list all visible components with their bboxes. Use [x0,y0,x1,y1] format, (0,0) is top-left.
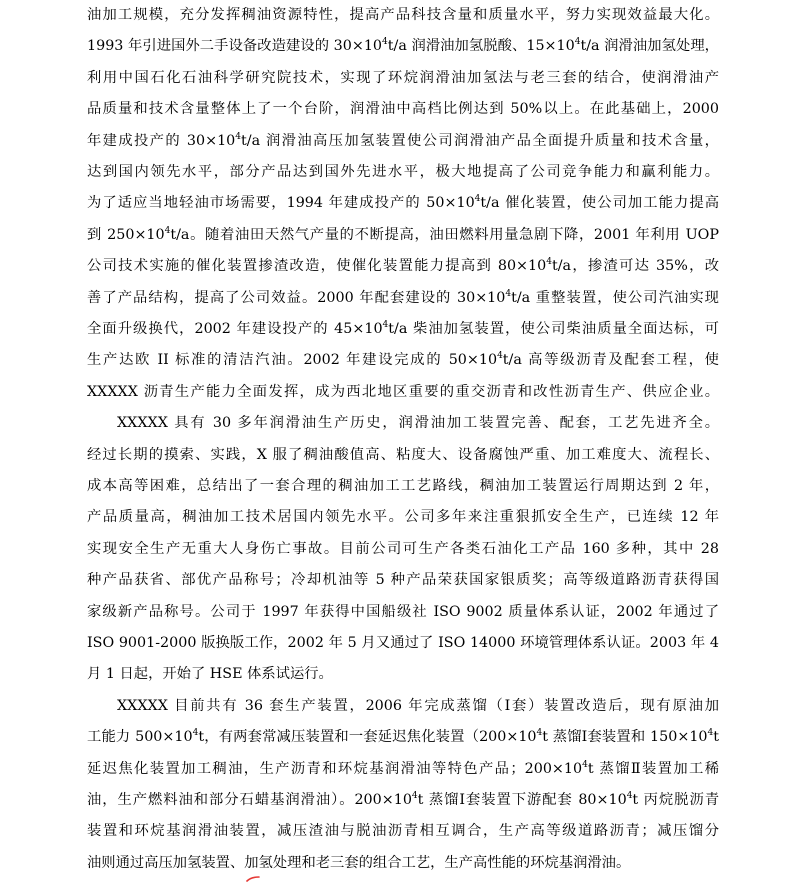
text-run: 工能力 500×10 [87,729,193,746]
text-run: 善了产品结构，提高了公司效益。2000 年配套建设的 30×10 [87,289,506,306]
text-run: 到 250×10 [87,226,165,243]
text-run: 装置和环烷基润滑油装置，减压渣油与脱油沥青相互调合，生产高等级道路沥青；减压馏分 [87,823,719,840]
superscript-exponent: 4 [582,759,588,770]
text-run: 油则通过高压加氢装置、加氢处理和老三套的组合工艺，生产高性能的环烷基润滑油。 [87,854,631,871]
superscript-exponent: 4 [505,288,512,299]
text-line [87,503,719,531]
text-line [87,566,719,594]
text-run: 油加工规模，充分发挥稠油资源特性，提高产品科技含量和质量水平，努力实现效益最大化。 [87,7,719,23]
text-run: XXXXX 目前共有 36 套生产装置，2006 年完成蒸馏（Ⅰ套）装置改造后，现有原油加 [117,697,719,714]
text-run: t 蒸馏Ⅰ套装置和 150×10 [542,729,708,746]
text-line [87,629,719,657]
text-run: t [713,729,719,746]
text-run: t 蒸馏Ⅰ套装置下游配套 80×10 [417,792,627,808]
text-run: t/a 润滑油加氢处理， [580,38,719,55]
text-line [87,127,719,155]
text-run: 月 1 日起，开始了 HSE 体系试运行。 [87,666,333,683]
text-run: t/a 润滑油高压加氢装置使公司润滑油产品全面提升质量和技术含量， [241,132,719,149]
text-run: ISO 9001-2000 版换版工作，2002 年 5 月又通过了 ISO 14000 环境管理体系认证。2003 年 4 [87,635,719,651]
text-line [87,441,719,469]
text-run: 1993 年引进国外二手设备改造建设的 30×10 [87,38,383,55]
text-run: 全面升级换代，2002 年建设投产的 45×10 [87,321,383,337]
text-run: 种产品获省、部优产品称号；冷却机油等 5 种产品荣获国家银质奖；高等级道路沥青获得国 [87,572,719,589]
text-run: 达到国内领先水平，部分产品达到国外先进水平，极大地提高了公司竞争能力和赢利能力。 [87,164,719,180]
text-run: 延迟焦化装置加工稠油，生产沥青和环烷基润滑油等特色产品；200×10 [87,760,583,777]
text-line [87,535,719,563]
text-line [87,755,719,783]
text-line [87,221,719,249]
superscript-exponent: 4 [164,225,171,236]
text-line [87,158,719,186]
text-line [87,817,719,845]
text-run: 生产达欧 II 标准的清洁汽油。2002 年建设完成的 50×10 [87,352,498,369]
text-line [87,32,719,60]
superscript-exponent: 4 [382,320,389,330]
text-run: 年建成投产的 30×10 [87,132,236,149]
text-run: t/a。随着油田天然气产量的不断提高，油田燃料用量急剧下降，2001 年利用 UOP [170,226,719,243]
superscript-exponent: 4 [536,728,543,739]
text-line [87,315,719,343]
text-line [87,598,719,626]
text-line [87,189,719,217]
text-run: 实现安全生产无重大人身伤亡事故。目前公司可生产各类石油化工产品 160 多种，其中 28 [87,540,719,557]
superscript-exponent: 4 [626,791,633,801]
superscript-exponent: 4 [411,791,418,801]
text-run: XXXXX 沥青生产能力全面发挥，成为西北地区重要的重交沥青和改性沥青生产、供应企业。 [87,383,719,400]
text-line [87,472,719,500]
text-run: 公司技术实施的催化装置掺渣改造，使催化装置能力提高到 80×10 [87,258,547,275]
text-run: t/a 重整装置，使公司汽油实现 [511,289,719,306]
superscript-exponent: 4 [497,351,503,362]
text-line [87,95,719,123]
text-line [87,346,719,374]
text-run: t/a 催化装置，使公司加工能力提高 [480,195,719,212]
text-line [117,409,719,437]
text-run: t/a 润滑油加氢脱酸、15×10 [387,38,575,55]
text-run: 产品质量高，稠油加工技术居国内领先水平。公司多年来注重狠抓安全生产，已连续 12 年 [87,509,719,526]
text-run: 油，生产燃料油和部分石蜡基润滑油）。200×10 [87,792,412,808]
superscript-exponent: 4 [546,257,552,268]
superscript-exponent: 4 [382,37,388,48]
superscript-exponent: 4 [474,194,481,205]
text-run: t，有两套常减压装置和一套延迟焦化装置（200×10 [198,729,537,746]
text-run: 利用中国石化石油科学研究院技术，实现了环烷润滑油加氢法与老三套的结合，使润滑油产 [87,69,719,86]
text-run: 经过长期的摸索、实践，X 服了稠油酸值高、粘度大、设备腐蚀严重、加工难度大、流程长、 [87,446,719,463]
text-line [87,660,719,688]
text-line [87,378,719,406]
text-line [87,1,719,29]
superscript-exponent: 4 [574,37,581,48]
text-line [87,284,719,312]
text-run: XXXXX 具有 30 多年润滑油生产历史，润滑油加工装置完善、配套，工艺先进齐全。 [117,415,719,432]
text-run: t/a 柴油加氢装置，使公司柴油质量全面达标，可 [388,321,719,337]
text-run: t/a，掺渣可达 35%，改 [551,258,719,275]
text-line [87,252,719,280]
text-run: 为了适应当地轻油市场需要，1994 年建成投产的 50×10 [87,195,475,212]
text-run: 成本高等困难，总结出了一套合理的稠油加工工艺路线，稠油加工装置运行周期达到 2 年， [87,478,719,494]
text-run: 家级新产品称号。公司于 1997 年获得中国船级社 ISO 9002 质量体系认证，2002 年通过了 [87,603,719,620]
text-run: 品质量和技术含量整体上了一个台阶，润滑油中高档比例达到 50%以上。在此基础上，2000 [87,101,719,118]
text-line [87,723,719,751]
text-run: t/a 高等级沥青及配套工程，使 [502,352,719,369]
text-line [117,692,719,720]
superscript-exponent: 4 [192,728,199,739]
superscript-exponent: 4 [235,131,242,142]
text-line [87,64,719,92]
text-line [87,849,719,877]
red-pen-mark [246,876,260,882]
text-run: t 丙烷脱沥青 [632,792,719,808]
superscript-exponent: 4 [707,728,714,739]
text-line [87,786,719,814]
text-run: t 蒸馏Ⅱ装置加工稀 [587,760,719,777]
